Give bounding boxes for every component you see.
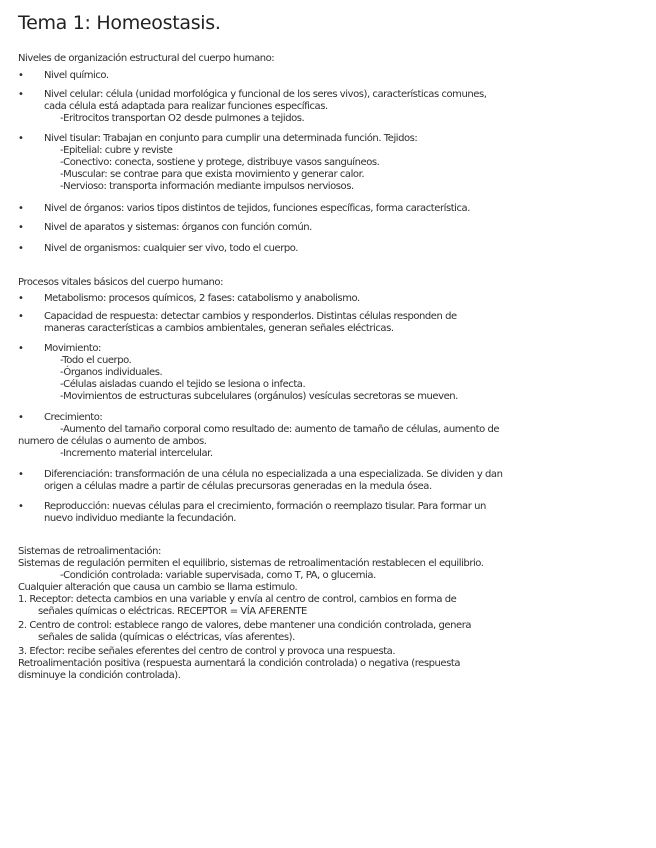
numbered-item: 3. Efector: recibe señales eferentes del centro de control y provoca una respuesta. <box>18 646 396 657</box>
sub-item: -Movimientos de estructuras subcelulares (orgánulos) vesículas secretoras se mueven. <box>60 391 458 402</box>
list-item: Nivel de aparatos y sistemas: órganos con función común. <box>44 222 312 233</box>
paragraph-line: disminuye la condición controlada). <box>18 670 181 681</box>
numbered-item-continuation: señales de salida (químicas o eléctricas, vías aferentes). <box>38 632 295 643</box>
sub-item: -Epitelial: cubre y reviste <box>60 145 173 156</box>
list-item: Nivel químico. <box>44 70 109 81</box>
list-item: Nivel de organismos: cualquier ser vivo, todo el cuerpo. <box>44 243 298 254</box>
list-item: Nivel de órganos: varios tipos distintos de tejidos, funciones específicas, forma característica. <box>44 203 470 214</box>
numbered-item: 2. Centro de control: establece rango de valores, debe mantener una condición controlada, genera <box>18 620 472 631</box>
bullet-icon: • <box>18 311 24 322</box>
paragraph-line: Cualquier alteración que causa un cambio se llama estimulo. <box>18 582 298 593</box>
sub-item: -Órganos individuales. <box>60 367 163 378</box>
list-item: Nivel celular: célula (unidad morfológica y funcional de los seres vivos), características comunes, <box>44 89 487 100</box>
page-title: Tema 1: Homeostasis. <box>18 12 221 34</box>
paragraph-line: Retroalimentación positiva (respuesta aumentará la condición controlada) o negativa (respuesta <box>18 658 460 669</box>
list-item-continuation: cada célula está adaptada para realizar funciones específicas. <box>44 101 328 112</box>
bullet-icon: • <box>18 501 24 512</box>
sub-item: -Muscular: se contrae para que exista movimiento y generar calor. <box>60 169 365 180</box>
bullet-icon: • <box>18 469 24 480</box>
section-heading-retroalimentacion: Sistemas de retroalimentación: <box>18 546 161 557</box>
numbered-item-continuation: señales químicas o eléctricas. RECEPTOR = VÍA AFERENTE <box>38 606 307 617</box>
bullet-icon: • <box>18 243 24 254</box>
list-item-continuation: maneras características a cambios ambientales, generan señales eléctricas. <box>44 323 394 334</box>
bullet-icon: • <box>18 89 24 100</box>
bullet-icon: • <box>18 293 24 304</box>
list-item: Metabolismo: procesos químicos, 2 fases: catabolismo y anabolismo. <box>44 293 360 304</box>
numbered-item: 1. Receptor: detecta cambios en una variable y envía al centro de control, cambios en forma de <box>18 594 457 605</box>
list-item: Diferenciación: transformación de una célula no especializada a una especializada. Se dividen y dan <box>44 469 503 480</box>
sub-item: -Células aisladas cuando el tejido se lesiona o infecta. <box>60 379 306 390</box>
list-item: Movimiento: <box>44 343 101 354</box>
bullet-icon: • <box>18 70 24 81</box>
list-item: Crecimiento: <box>44 412 103 423</box>
list-item-continuation: origen a células madre a partir de células precursoras generadas en la medula ósea. <box>44 481 432 492</box>
paragraph-line: Sistemas de regulación permiten el equilibrio, sistemas de retroalimentación restablecen el equilibrio. <box>18 558 484 569</box>
sub-item: -Condición controlada: variable supervisada, como T, PA, o glucemia. <box>60 570 376 581</box>
sub-item: -Todo el cuerpo. <box>60 355 132 366</box>
list-item-continuation: nuevo individuo mediante la fecundación. <box>44 513 237 524</box>
list-item: Capacidad de respuesta: detectar cambios y responderlos. Distintas células responden de <box>44 311 457 322</box>
sub-item: -Incremento material intercelular. <box>60 448 213 459</box>
sub-item: -Aumento del tamaño corporal como resultado de: aumento de tamaño de células, aumento de <box>60 424 500 435</box>
sub-item: -Nervioso: transporta información mediante impulsos nerviosos. <box>60 181 354 192</box>
section-heading-niveles: Niveles de organización estructural del cuerpo humano: <box>18 53 275 64</box>
sub-item: -Eritrocitos transportan O2 desde pulmones a tejidos. <box>60 113 305 124</box>
list-item: Nivel tisular: Trabajan en conjunto para cumplir una determinada función. Tejidos: <box>44 133 418 144</box>
bullet-icon: • <box>18 343 24 354</box>
bullet-icon: • <box>18 203 24 214</box>
sub-item: -Conectivo: conecta, sostiene y protege, distribuye vasos sanguíneos. <box>60 157 380 168</box>
list-item: Reproducción: nuevas células para el crecimiento, formación o reemplazo tisular. Para formar un <box>44 501 486 512</box>
bullet-icon: • <box>18 412 24 423</box>
sub-item-continuation: numero de células o aumento de ambos. <box>18 436 207 447</box>
bullet-icon: • <box>18 222 24 233</box>
bullet-icon: • <box>18 133 24 144</box>
section-heading-procesos: Procesos vitales básicos del cuerpo humano: <box>18 277 223 288</box>
